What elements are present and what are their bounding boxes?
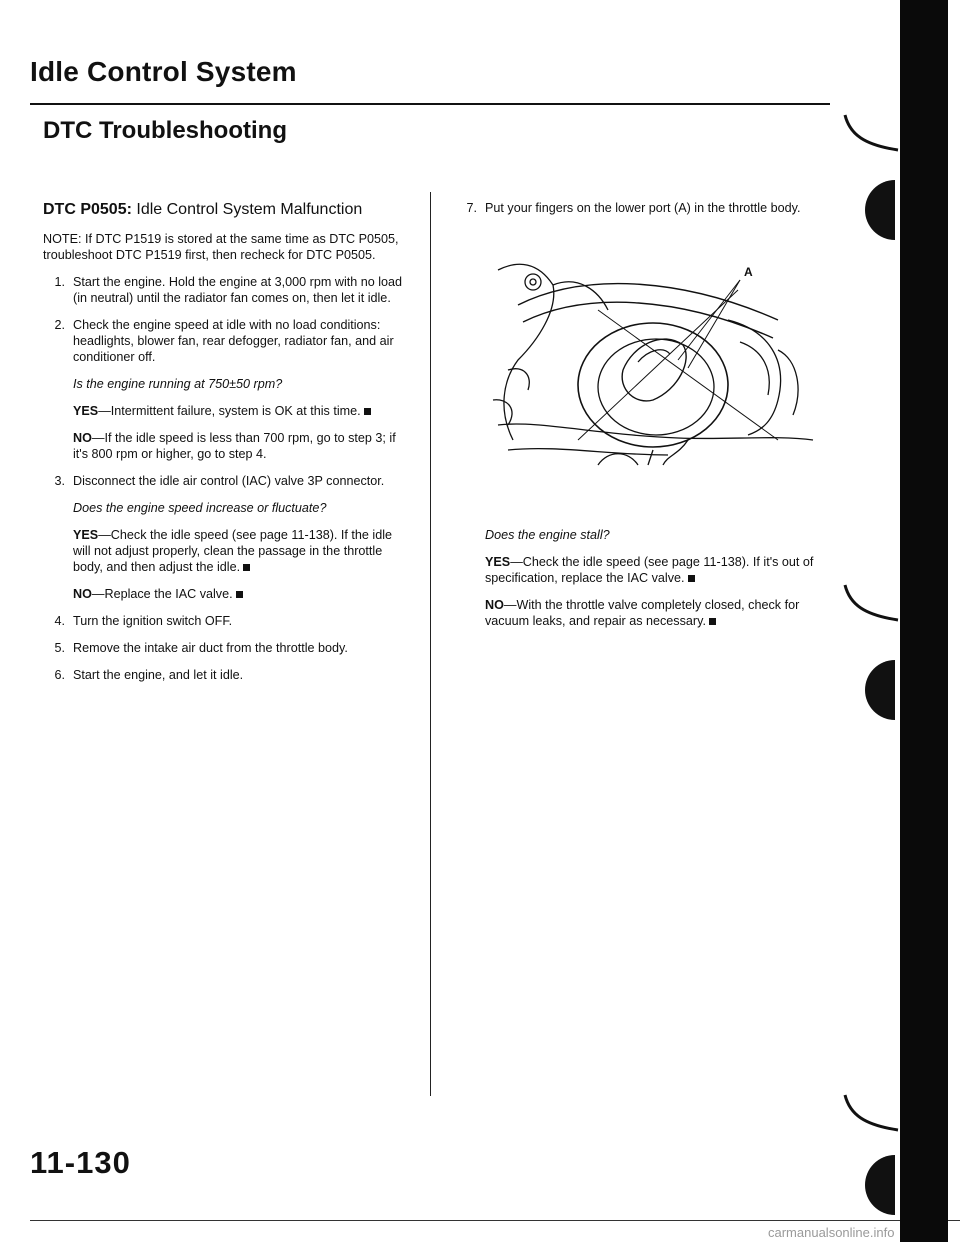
bottom-rule bbox=[30, 1220, 960, 1221]
binding-clip-mark-3 bbox=[840, 1090, 900, 1150]
end-mark bbox=[709, 618, 716, 625]
step-text: Put your fingers on the lower port (A) in the throttle body. bbox=[485, 201, 801, 215]
step-2 bbox=[43, 317, 408, 365]
step-text: Start the engine. Hold the engine at 3,000 rpm with no load (in neutral) until the radiator fan comes on, then let it idle. bbox=[73, 275, 403, 305]
step-4 bbox=[43, 613, 408, 629]
step-5 bbox=[43, 640, 408, 656]
step-7-yes bbox=[485, 554, 825, 586]
step-number: 5. bbox=[54, 641, 65, 655]
step-number: 2. bbox=[54, 318, 65, 332]
step-number: 7. bbox=[466, 201, 477, 215]
section-title: Idle Control System bbox=[30, 56, 297, 87]
step-7-question: Does the engine stall? bbox=[485, 528, 610, 542]
step-number: 1. bbox=[54, 275, 65, 289]
step-7-results bbox=[455, 527, 825, 640]
no-text: —If the idle speed is less than 700 rpm, go to step 3; if it's 800 rpm or higher, go to step 4. bbox=[73, 431, 396, 461]
page-number: 11-130 bbox=[30, 1145, 131, 1180]
note: NOTE: If DTC P1519 is stored at the same time as DTC P0505, troubleshoot DTC P1519 first, then recheck for DTC P0505. bbox=[43, 232, 399, 262]
dtc-title: Idle Control System Malfunction bbox=[136, 201, 363, 218]
binding-clip-mark-2 bbox=[840, 580, 900, 640]
step-1 bbox=[43, 274, 408, 306]
dtc-code: DTC P0505: bbox=[43, 201, 132, 218]
step-3-yes bbox=[73, 527, 408, 575]
step-2-no bbox=[73, 430, 408, 462]
yes-label: YES bbox=[73, 528, 99, 542]
left-column bbox=[43, 200, 408, 694]
page-heading: DTC Troubleshooting bbox=[43, 117, 287, 144]
step-7 bbox=[455, 200, 825, 216]
binding-clip-mark-1 bbox=[840, 110, 900, 170]
step-2-yes bbox=[73, 403, 408, 419]
step-2-question: Is the engine running at 750±50 rpm? bbox=[73, 377, 283, 391]
yes-text: —Check the idle speed (see page 11-138). If it's out of specification, replace the IAC valve. bbox=[485, 555, 814, 585]
yes-text: —Intermittent failure, system is OK at this time. bbox=[98, 404, 361, 418]
step-3 bbox=[43, 473, 408, 489]
step-text: Turn the ignition switch OFF. bbox=[73, 614, 233, 628]
step-6 bbox=[43, 667, 408, 683]
throttle-body-illustration bbox=[478, 250, 818, 480]
no-text: —Replace the IAC valve. bbox=[91, 587, 233, 601]
step-number: 3. bbox=[54, 474, 65, 488]
binding-hole-2 bbox=[865, 660, 895, 720]
step-3-no bbox=[73, 586, 408, 602]
yes-text: —Check the idle speed (see page 11-138). If the idle will not adjust properly, clean the passage in the throttle body, and then adjust the idle. bbox=[73, 528, 393, 574]
end-mark bbox=[688, 575, 695, 582]
figure-callout-a: A bbox=[744, 265, 753, 279]
step-number: 4. bbox=[54, 614, 65, 628]
step-text: Disconnect the idle air control (IAC) valve 3P connector. bbox=[73, 474, 385, 488]
no-label: NO bbox=[73, 587, 92, 601]
end-mark bbox=[236, 591, 243, 598]
step-number: 6. bbox=[54, 668, 65, 682]
binding-hole-1 bbox=[865, 180, 895, 240]
yes-label: YES bbox=[73, 404, 99, 418]
dtc-heading bbox=[43, 200, 408, 220]
binding-hole-3 bbox=[865, 1155, 895, 1215]
no-label: NO bbox=[73, 431, 92, 445]
step-text: Start the engine, and let it idle. bbox=[73, 668, 244, 682]
yes-label: YES bbox=[485, 555, 511, 569]
end-mark bbox=[243, 564, 250, 571]
title-rule bbox=[30, 103, 830, 105]
binding-edge-bar bbox=[900, 0, 948, 1242]
step-text: Remove the intake air duct from the throttle body. bbox=[73, 641, 348, 655]
no-text: —With the throttle valve completely closed, check for vacuum leaks, and repair as necessary. bbox=[485, 598, 800, 628]
end-mark bbox=[364, 408, 371, 415]
right-column bbox=[455, 200, 825, 227]
no-label: NO bbox=[485, 598, 504, 612]
watermark: carmanualsonline.info bbox=[768, 1225, 895, 1240]
step-3-question: Does the engine speed increase or fluctuate? bbox=[73, 501, 327, 515]
step-7-no bbox=[485, 597, 825, 629]
step-text: Check the engine speed at idle with no load conditions: headlights, blower fan, rear defogger, radiator fan, and air conditioner off. bbox=[73, 318, 394, 364]
column-divider bbox=[430, 192, 431, 1096]
